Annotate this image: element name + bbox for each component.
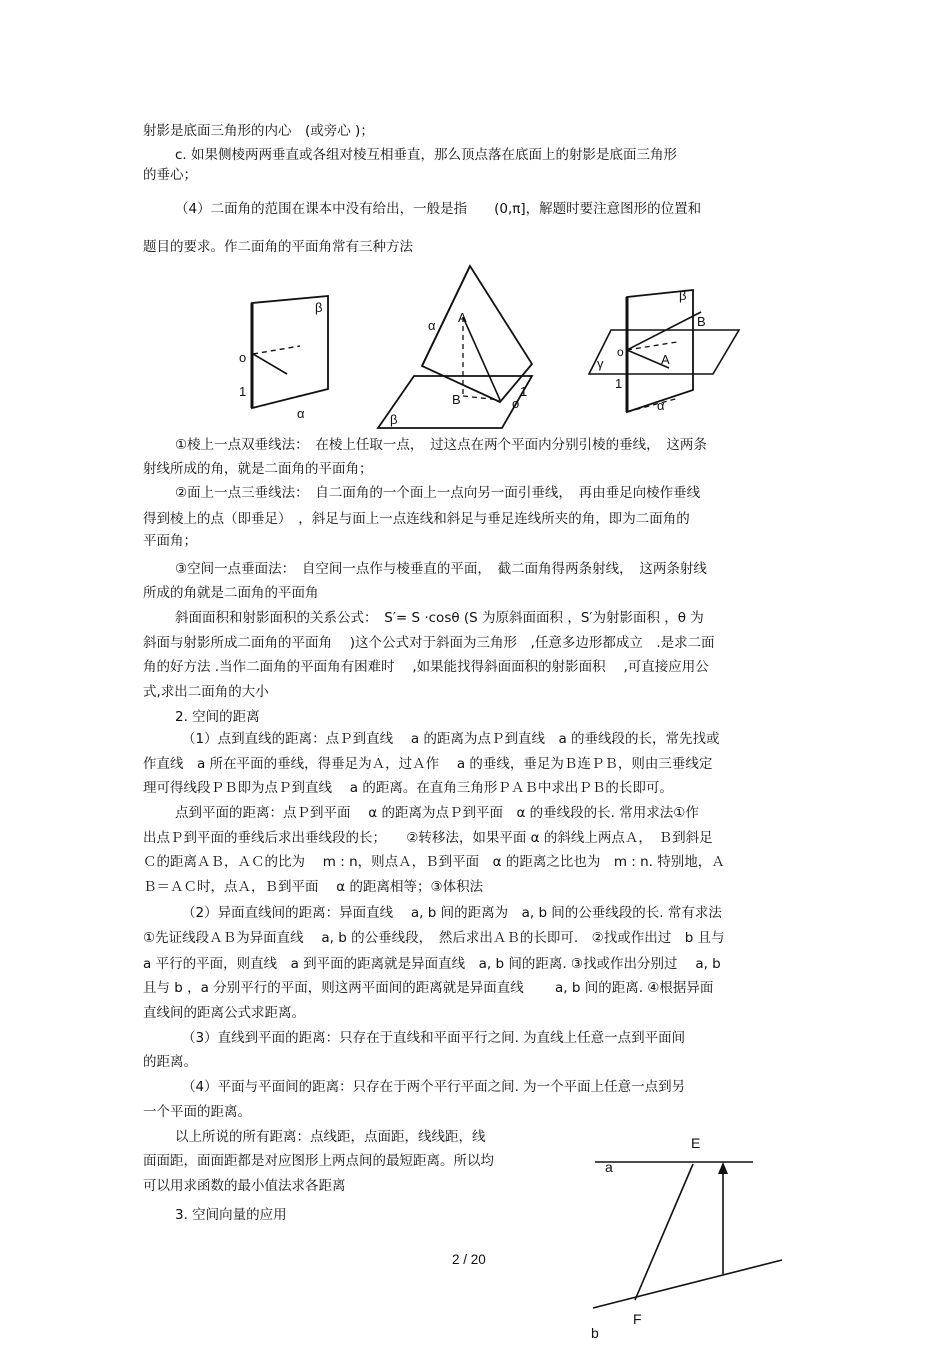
text-line-6: ①棱上一点双垂线法： 在棱上任取一点， 过这点在两个平面内分别引棱的垂线， 这两条 (175, 437, 707, 453)
alpha-label: α (657, 398, 665, 413)
text-line-34: 以上所说的所有距离：点线距，点面距，线线距，线 (175, 1129, 486, 1145)
one-label: 1 (239, 384, 247, 399)
text-line-8: ②面上一点三垂线法： 自二面角的一个面上一点向另一面引垂线， 再由垂足向棱作垂线 (175, 485, 701, 501)
text-line-30: （3）直线到平面的距离：只存在于直线和平面平行之间. 为直线上任意一点到平面间 (182, 1030, 686, 1046)
text-line-27: a 平行的平面，则直线 a 到平面的距离就是异面直线 a, b 间的距离. ③找或作出分别过 a, b (143, 956, 721, 972)
text-line-32: （4）平面与平面间的距离：只存在于两个平行平面之间. 为一个平面上任意一点到另 (182, 1079, 686, 1095)
text-line-35: 面面距，面面距都是对应图形上两点间的最短距离。所以均 (143, 1153, 494, 1169)
beta-label: β (679, 288, 687, 303)
text-line-16: 式,求出二面角的大小 (143, 684, 269, 700)
text-line-11: ③空间一点垂面法： 自空间一点作与棱垂直的平面， 截二面角得两条射线， 这两条射线 (175, 561, 707, 577)
text-line-28: 且与 b ，a 分别平行的平面，则这两平面间的距离就是异面直线 a, b 间的距离. ④根据异面 (143, 980, 714, 996)
text-line-37: 3. 空间向量的应用 (175, 1207, 287, 1223)
B-label: B (452, 392, 461, 407)
o-label: o (512, 396, 520, 411)
text-line-25: （2）异面直线间的距离：异面直线 a, b 间的距离为 a, b 间的公垂线段的长. 常有求法 (182, 905, 722, 921)
text-line-21: 点到平面的距离：点Ｐ到平面 α 的距离为点Ｐ到平面 α 的垂线段的长. 常用求法①作 (175, 805, 699, 821)
text-line-5: 题目的要求。作二面角的平面角常有三种方法 (143, 239, 413, 255)
one-label: 1 (615, 376, 623, 391)
text-line-31: 的距离。 (143, 1054, 197, 1070)
o-label: o (617, 345, 624, 359)
text-line-12: 所成的角就是二面角的平面角 (143, 585, 319, 601)
F-label: F (633, 1311, 642, 1327)
one-label: 1 (520, 384, 528, 399)
text-line-15: 角的好方法 .当作二面角的平面角有困难时 ,如果能找得斜面面积的射影面积 ,可直接应用公 (143, 659, 709, 675)
beta-label: β (315, 300, 323, 315)
dihedral-figure-2 (370, 262, 545, 432)
text-line-17: 2. 空间的距离 (175, 709, 260, 725)
text-line-13: 斜面面积和射影面积的关系公式： S′= S ·cosθ (S 为原斜面面积 ，S′为射影面积 ，θ 为 (175, 610, 704, 626)
dihedral-figure-3 (585, 282, 745, 417)
text-line-7: 射线所成的角，就是二面角的平面角； (143, 461, 373, 477)
dihedral-figure-1 (235, 290, 335, 420)
text-line-14: 斜面与射影所成二面角的平面角 )这个公式对于斜面为三角形 ,任意多边形都成立 .是求二面 (143, 635, 715, 651)
text-line-26: ①先证线段ＡＢ为异面直线 a, b 的公垂线段， 然后求出ＡＢ的长即可. ②找或作出过 b 且与 (143, 930, 725, 946)
a-label: a (605, 1159, 613, 1175)
gamma-label: γ (597, 356, 604, 371)
text-line-23: Ｃ的距离ＡＢ，ＡＣ的比为 m : n，则点Ａ，Ｂ到平面 α 的距离之比也为 m : n. 特别地，Ａ (143, 854, 725, 870)
alpha-label: α (428, 318, 436, 333)
text-line-22: 出点Ｐ到平面的垂线后求出垂线段的长； ②转移法，如果平面 α 的斜线上两点Ａ， Ｂ到斜足 (143, 830, 713, 846)
text-line-19: 作直线 a 所在平面的垂线，得垂足为Ａ，过Ａ作 a 的垂线，垂足为Ｂ连ＰＢ，则由三垂线定 (143, 756, 713, 772)
text-line-4: （4）二面角的范围在课本中没有给出，一般是指 (0,π]，解题时要注意图形的位置和 (175, 201, 702, 217)
A-label: A (458, 310, 467, 325)
text-line-3: 的垂心； (143, 167, 197, 183)
text-line-2: c. 如果侧棱两两垂直或各组对棱互相垂直，那么顶点落在底面上的射影是底面三角形 (175, 147, 678, 163)
text-line-1: 射影是底面三角形的内心 (或旁心 )； (143, 123, 374, 139)
b-label: b (591, 1325, 599, 1341)
o-label: o (239, 350, 247, 365)
text-line-36: 可以用求函数的最小值法求各距离 (143, 1178, 346, 1194)
text-line-10: 平面角； (143, 533, 197, 549)
alpha-label: α (297, 406, 305, 421)
text-line-18: （1）点到直线的距离：点Ｐ到直线 a 的距离为点Ｐ到直线 a 的垂线段的长，常先找或 (182, 731, 720, 747)
text-line-20: 理可得线段ＰＢ即为点Ｐ到直线 a 的距离。在直角三角形ＰＡＢ中求出ＰＢ的长即可。 (143, 780, 673, 796)
B-label: B (697, 314, 706, 329)
E-label: E (691, 1135, 701, 1151)
text-line-33: 一个平面的距离。 (143, 1104, 251, 1120)
A-label: A (661, 352, 670, 367)
beta-label: β (390, 412, 398, 427)
text-line-29: 直线间的距离公式求距离。 (143, 1005, 305, 1021)
text-line-24: Ｂ＝ＡＣ时，点Ａ，Ｂ到平面 α 的距离相等；③体积法 (143, 879, 484, 895)
text-line-9: 得到棱上的点（即垂足） ，斜足与面上一点连线和斜足与垂足连线所夹的角，即为二面角的 (143, 511, 690, 527)
page-number: 2 / 20 (452, 1252, 486, 1267)
skew-lines-figure (585, 1130, 795, 1342)
